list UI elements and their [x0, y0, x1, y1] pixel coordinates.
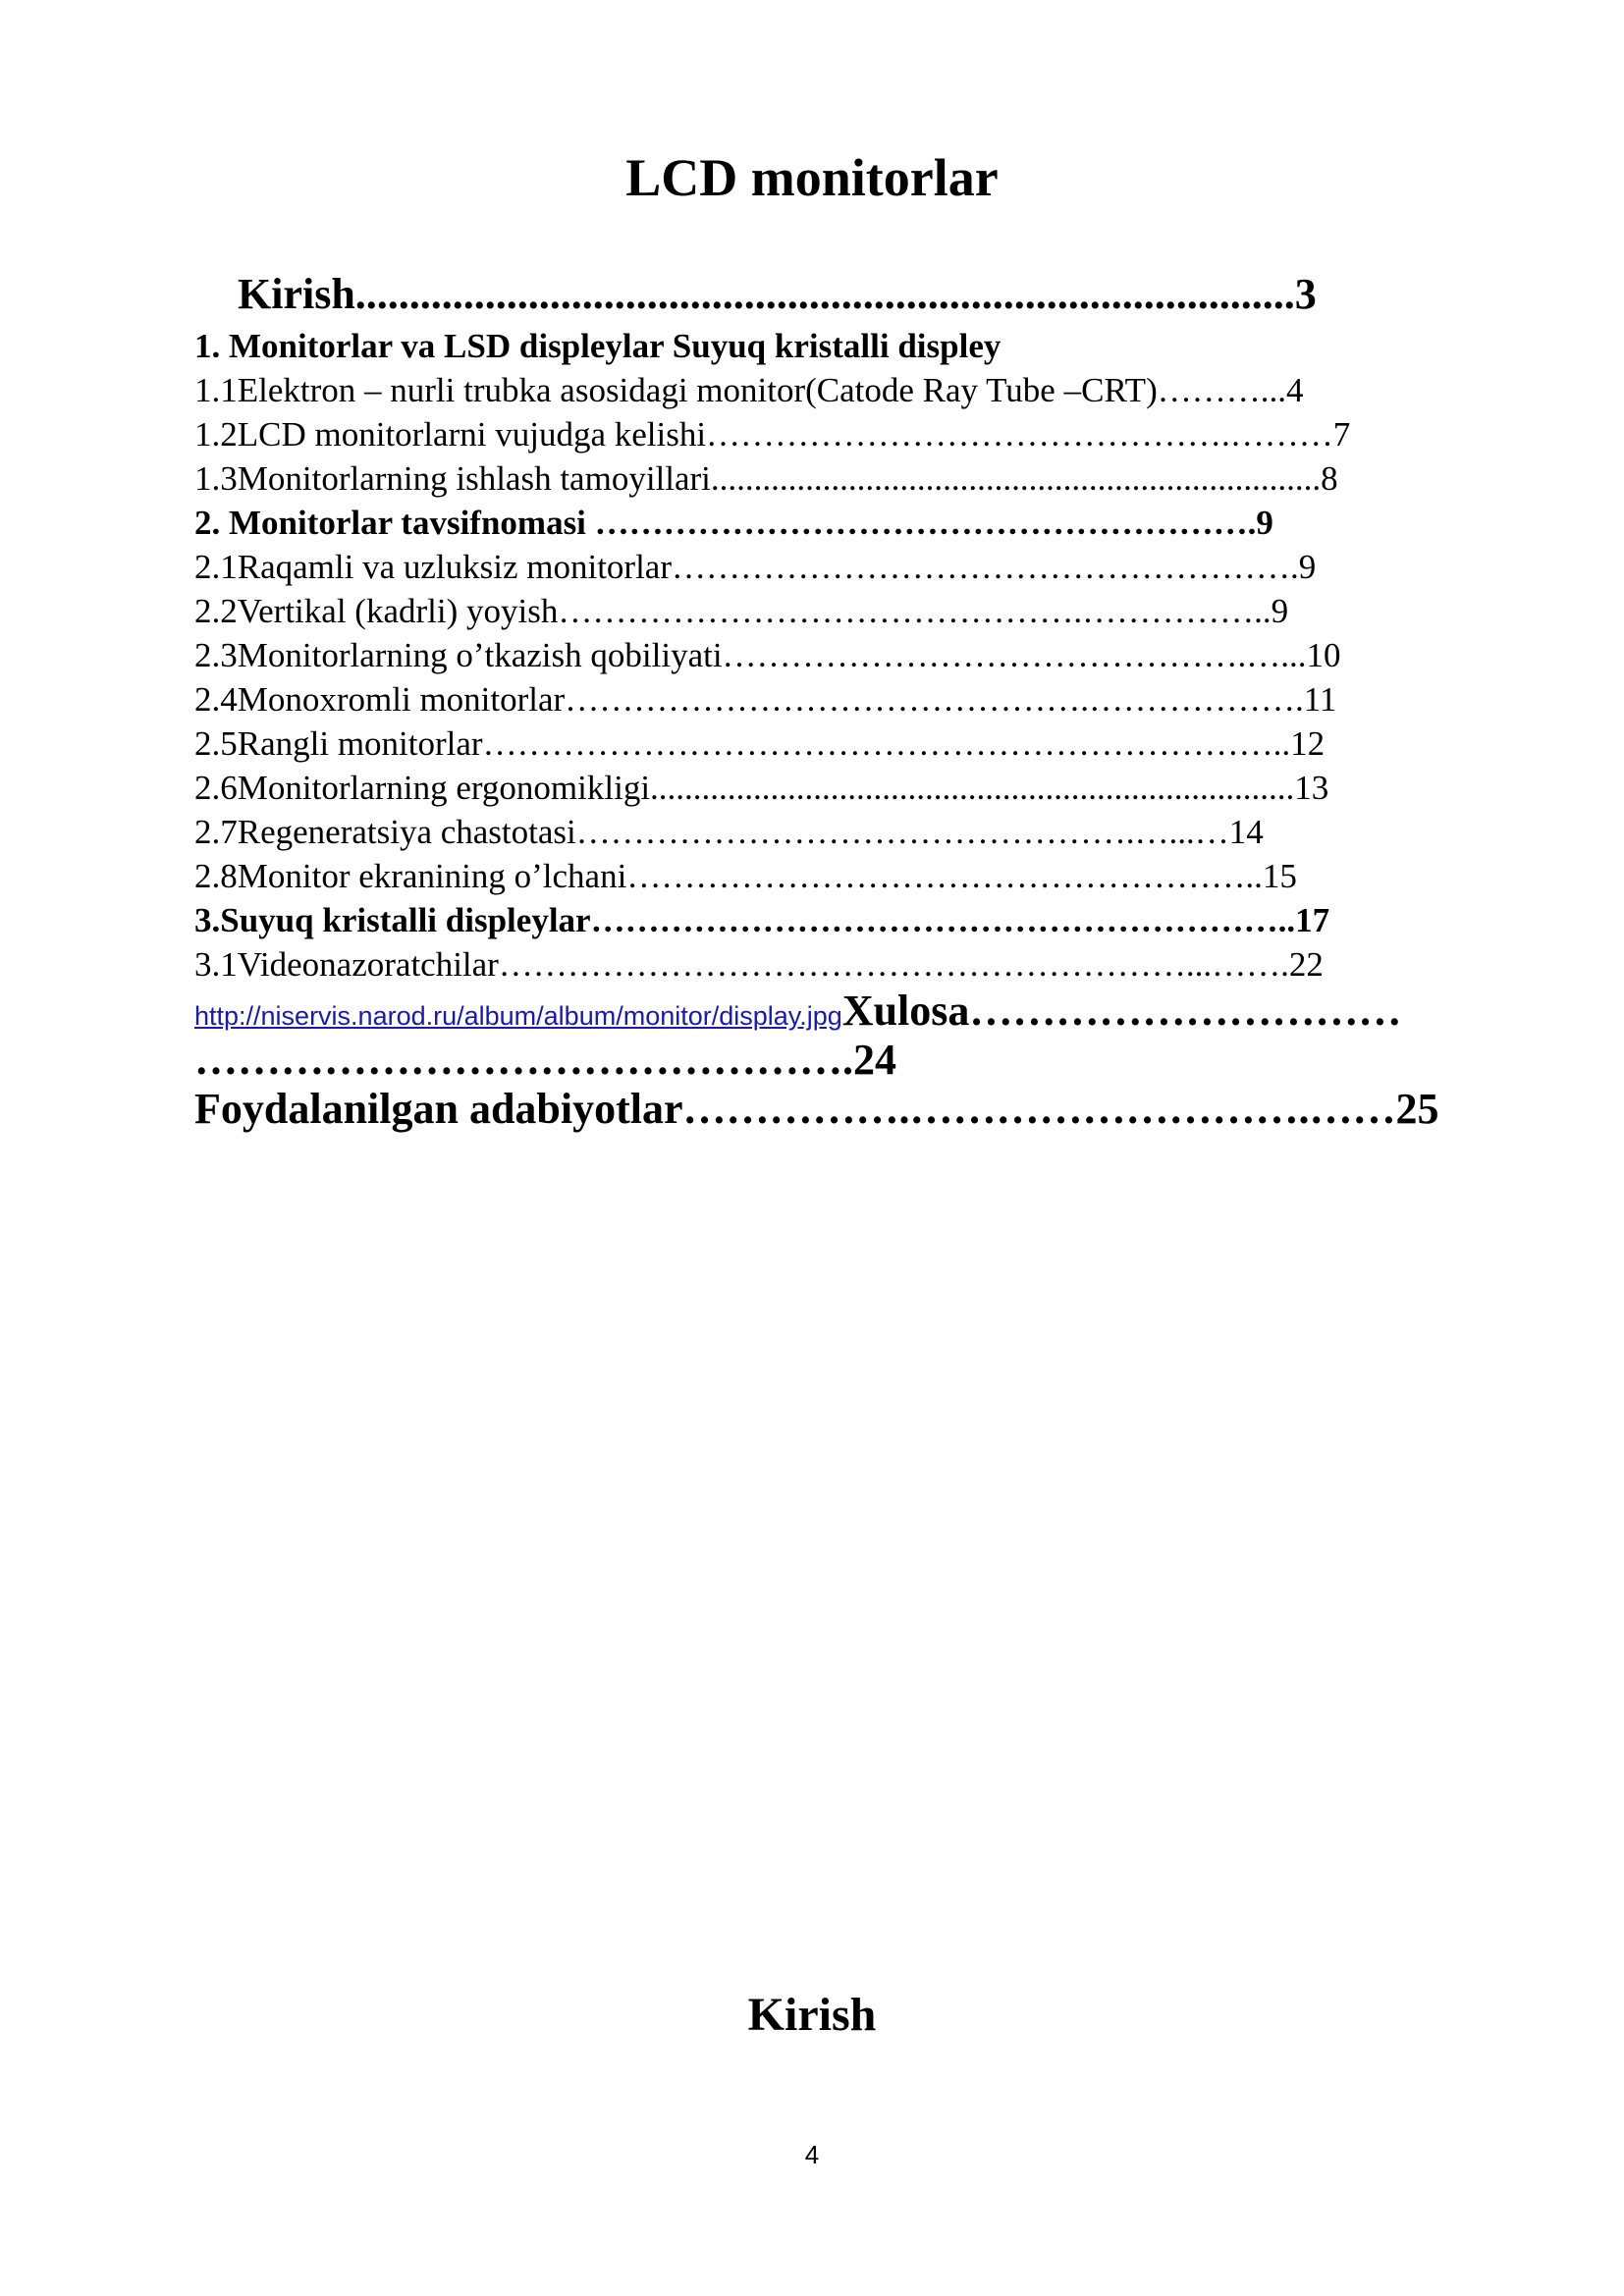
- toc-entry-2-4: 2.4Monoxromli monitorlar……………………………………….……………….11: [194, 680, 1337, 719]
- toc-entry-1-2: 1.2LCD monitorlarni vujudga kelishi……………………………………….………7: [194, 415, 1351, 454]
- toc-entry-2-7: 2.7Regeneratsiya chastotasi………………………………………….…...…14: [194, 813, 1264, 851]
- toc-entry-kirish: Kirish.......................................................................................3: [238, 270, 1317, 318]
- toc-entry-3-1: 3.1Videonazoratchilar……………………………………………………...…….22: [194, 945, 1324, 984]
- section-heading-kirish: Kirish: [747, 1989, 877, 2041]
- toc-entry-xulosa: [194, 987, 1490, 1036]
- table-of-contents: [194, 265, 1490, 1134]
- toc-entry-2-5: 2.5Rangli monitorlar……………………………………………………………..12: [194, 724, 1326, 763]
- image-link[interactable]: http://niservis.narod.ru/album/album/monitor/display.jpg: [194, 1001, 842, 1031]
- toc-entry-foydalanilgan: Foydalanilgan adabiyotlar…………….……………………….……25: [194, 1085, 1439, 1133]
- toc-entry-xulosa-continued: ……………………………………….24: [194, 1036, 896, 1084]
- toc-entry-2-8: 2.8Monitor ekranining oʼlchani………………………………………………..15: [194, 857, 1297, 895]
- toc-entry-2-1: 2.1Raqamli va uzluksiz monitorlar……………………………………………….9: [194, 548, 1317, 586]
- toc-entry-1-1: 1.1Elektron – nurli trubka asosidagi monitor(Catode Ray Tube –CRT)………...4: [194, 371, 1304, 409]
- toc-entry-section-1: 1. Monitorlar va LSD displeylar Suyuq kristalli displey: [194, 327, 1001, 365]
- toc-entry-section-3: 3.Suyuq kristalli displeylar……………………………………………………..17: [194, 901, 1330, 939]
- toc-entry-2-6: 2.6Monitorlarning ergonomikligi...........................................................................13: [194, 769, 1329, 807]
- toc-entry-2-3: 2.3Monitorlarning oʼtkazish qobiliyati……………………………………….…...10: [194, 636, 1341, 674]
- document-title: LCD monitorlar: [625, 148, 999, 207]
- toc-entry-1-3: 1.3Monitorlarning ishlash tamoyillari.......................................................................8: [194, 459, 1338, 498]
- page-number: 4: [804, 2140, 820, 2169]
- toc-entry-section-2: 2. Monitorlar tavsifnomasi ………………………………………………….9: [194, 504, 1273, 542]
- toc-xulosa-label: Xulosa…………………………: [841, 987, 1402, 1035]
- toc-entry-2-2: 2.2Vertikal (kadrli) yoyish……………………………………….……………..9: [194, 592, 1289, 630]
